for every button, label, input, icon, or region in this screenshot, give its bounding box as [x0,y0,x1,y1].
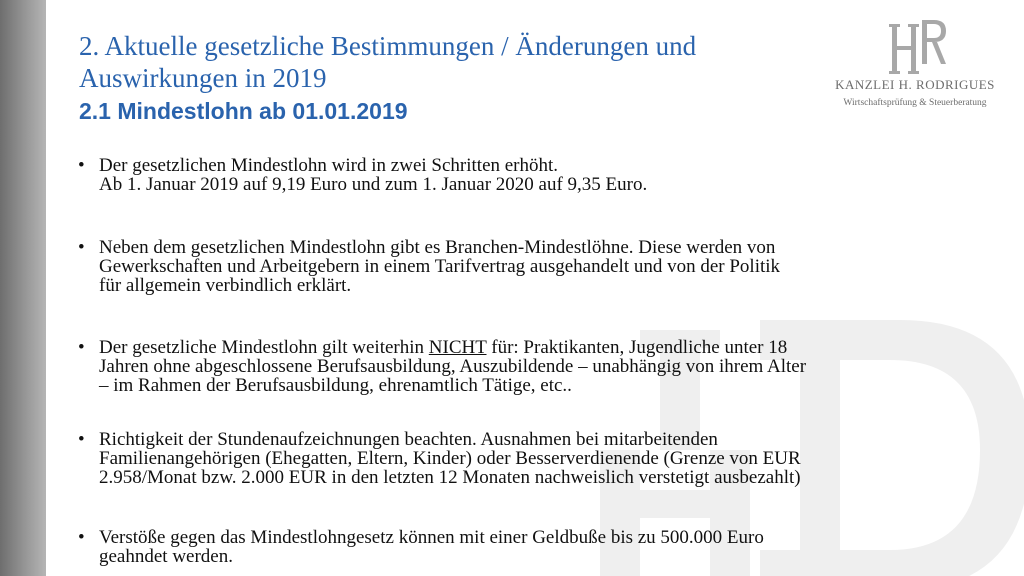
bullet-3-emphasis-nicht: NICHT [428,337,487,358]
bullet-marker: • [78,429,85,450]
left-accent-bar [0,0,46,576]
slide-subtitle: 2.1 Mindestlohn ab 01.01.2019 [79,98,408,124]
slide-title: 2. Aktuelle gesetzliche Bestimmungen / Änderungen und Auswirkungen in 2019 [79,31,697,93]
bullet-3-text-post: für: Praktikanten, Jugendliche unter 18 [486,337,788,358]
bullet-marker: • [78,337,85,358]
bullet-1-line-2: Ab 1. Januar 2019 auf 9,19 Euro und zum 1. Januar 2020 auf 9,35 Euro. [99,174,648,195]
bullet-3-line-2: Jahren ohne abgeschlossene Berufsausbildung, Auszubildende – unabhängig von ihrem Alter [99,356,807,377]
bullet-marker: • [78,155,85,176]
bullet-2-line-1: Neben dem gesetzlichen Mindestlohn gibt es Branchen-Mindestlöhne. Diese werden von [99,237,776,258]
bullet-4-line-1: Richtigkeit der Stundenaufzeichnungen beachten. Ausnahmen bei mitarbeitenden [99,429,718,450]
bullet-5-line-2: geahndet werden. [99,546,233,567]
bullet-4-line-2: Familienangehörigen (Ehegatten, Eltern, Kinder) oder Besserverdienende (Grenze von EUR [99,448,801,469]
bullet-marker: • [78,527,85,548]
bullet-3-line-3: – im Rahmen der Berufsausbildung, ehrenamtlich Tätige, etc.. [99,375,572,396]
bullet-marker: • [78,237,85,258]
bullet-2-line-2: Gewerkschaften und Arbeitgebern in einem Tarifvertrag ausgehandelt und von der Politik [99,256,781,277]
hr-monogram-icon [888,18,948,76]
bullet-item-3 [78,338,958,395]
bullet-item-2 [78,238,958,295]
bullet-5-line-1: Verstöße gegen das Mindestlohngesetz können mit einer Geldbuße bis zu 500.000 Euro [99,527,764,548]
bullet-item-4 [78,430,958,487]
logo-company-name: KANZLEI H. RODRIGUES [835,77,995,92]
bullet-3-line-1 [99,338,958,357]
bullet-item-5 [78,528,958,566]
company-logo [820,18,1010,118]
bullet-1-line-1: Der gesetzlichen Mindestlohn wird in zwei Schritten erhöht. [99,155,559,176]
bullet-4-line-3: 2.958/Monat bzw. 2.000 EUR in den letzten 12 Monaten nachweislich verstetigt ausbezahlt) [99,467,801,488]
bullet-3-text-pre: Der gesetzliche Mindestlohn gilt weiterhin [99,337,429,358]
logo-tagline: Wirtschaftsprüfung & Steuerberatung [843,98,987,108]
bullet-2-line-3: für allgemein verbindlich erklärt. [99,275,352,296]
bullet-item-1 [78,156,958,194]
